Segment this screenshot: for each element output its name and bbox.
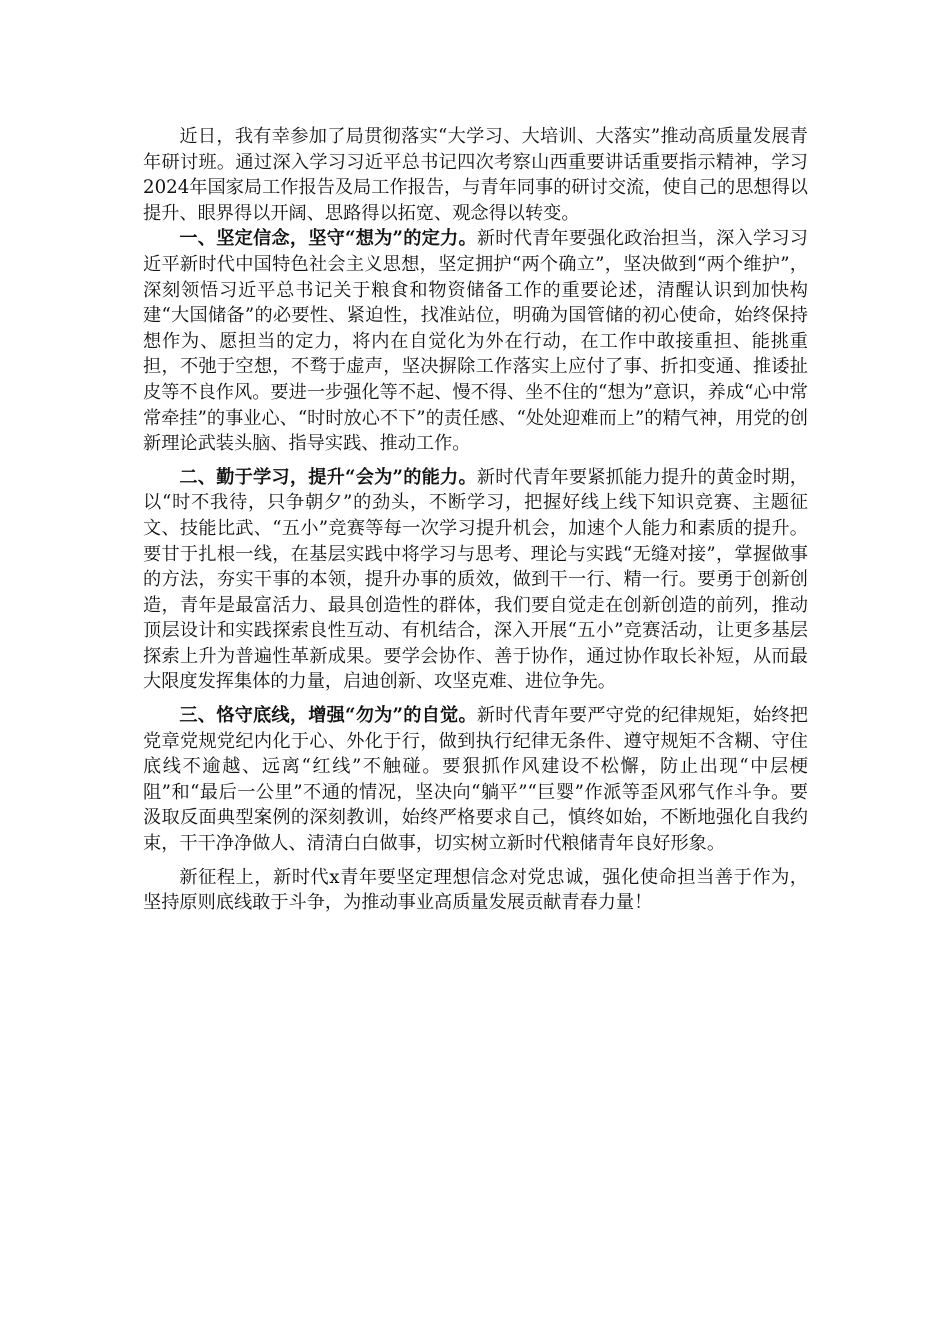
paragraph-text: 新时代青年要强化政治担当，深入学习习近平新时代中国特色社会主义思想，坚定拥护“两个确立”，坚决做到“两个维护”，深刻领悟习近平总书记关于粮食和物资储备工作的重要论述，清醒认识到加快构建“大国储备”的必要性、紧迫性，找准站位，明确为国管储的初心使命，始终保持想作为、愿担当的定力，将内在自觉化为外在行动，在工作中敢接重担、能挑重担，不弛于空想，不骛于虚声，坚决摒除工作落实上应付了事、折扣变通、推诿扯皮等不良作风。要进一步强化等不起、慢不得、坐不住的“想为”意识，养成“心中常常牵挂”的事业心、“时时放心不下”的责任感、“处处迎难而上”的精气神，用党的创新理论武装头脑、指导实践、推动工作。 — [143, 228, 808, 455]
paragraph-text: 新时代青年要严守党的纪律规矩，始终把党章党规党纪内化于心、外化于行，做到执行纪律无条件、遵守规矩不含糊、守住底线不逾越、远离“红线”不触碰。要狠抓作风建设不松懈，防止出现“中层梗阻”和“最后一公里”不通的情况，坚决向“躺平”“巨婴”作派等歪风邪气作斗争。要汲取反面典型案例的深刻教训，始终严格要求自己，慎终如始，不断地强化自我约束，干干净净做人、清清白白做事，切实树立新时代粮储青年良好形象。 — [143, 705, 808, 855]
section-one-heading: 一、坚定信念，坚守“想为”的定力。 — [179, 228, 477, 250]
section-one-paragraph — [143, 226, 808, 456]
section-two-paragraph — [143, 465, 808, 695]
conclusion-paragraph — [143, 865, 808, 916]
section-three-paragraph — [143, 703, 808, 857]
section-two-heading: 二、勤于学习，提升“会为”的能力。 — [179, 466, 477, 488]
paragraph-text: 新时代青年要紧抓能力提升的黄金时期，以“时不我待，只争朝夕”的劲头，不断学习，把握好线上线下知识竞赛、主题征文、技能比武、“五小”竞赛等每一次学习提升机会，加速个人能力和素质的提升。要甘于扎根一线，在基层实践中将学习与思考、理论与实践“无缝对接”，掌握做事的方法，夯实干事的本领，提升办事的质效，做到干一行、精一行。要勇于创新创造，青年是最富活力、最具创造性的群体，我们要自觉走在创新创造的前列，推动顶层设计和实践探索良性互动、有机结合，深入开展“五小”竞赛活动，让更多基层探索上升为普遍性革新成果。要学会协作、善于协作，通过协作取长补短，从而最大限度发挥集体的力量，启迪创新、攻坚克难、进位争先。 — [143, 466, 808, 693]
section-three-heading: 三、恪守底线，增强“勿为”的自觉。 — [179, 705, 477, 727]
document-body — [143, 124, 808, 916]
paragraph-text: 近日，我有幸参加了局贯彻落实“大学习、大培训、大落实”推动高质量发展青年研讨班。通过深入学习习近平总书记四次考察山西重要讲话重要指示精神，学习2024年国家局工作报告及局工作报告，与青年同事的研讨交流，使自己的思想得以提升、眼界得以开阔、思路得以拓宽、观念得以转变。 — [143, 126, 808, 224]
paragraph-text: 新征程上，新时代x青年要坚定理想信念对党忠诚，强化使命担当善于作为，坚持原则底线敢于斗争，为推动事业高质量发展贡献青春力量！ — [143, 866, 808, 914]
intro-paragraph — [143, 124, 808, 226]
